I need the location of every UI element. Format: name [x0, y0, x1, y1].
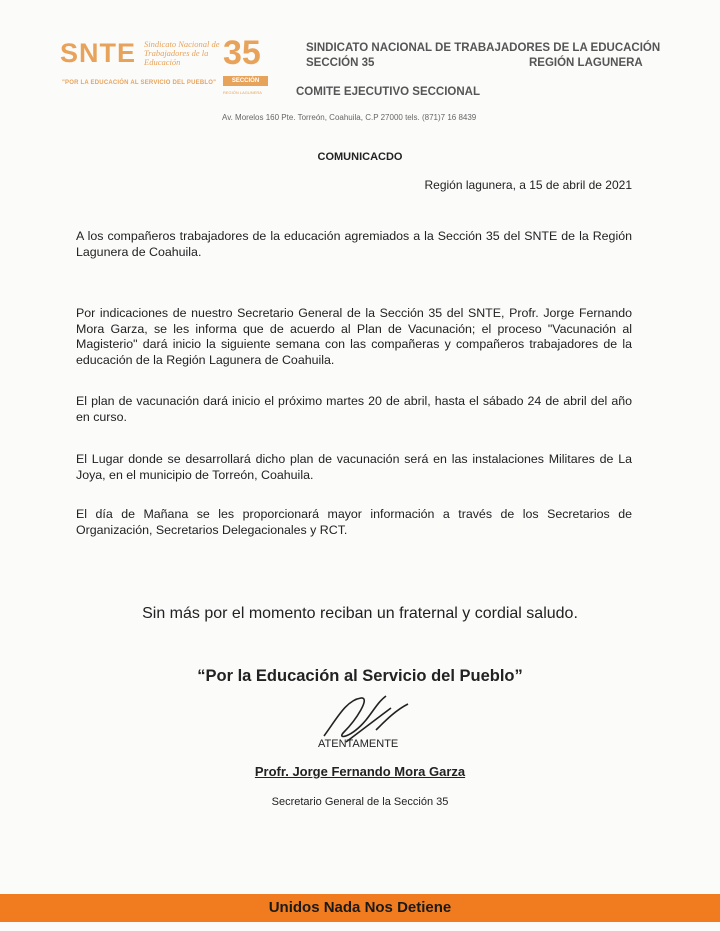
paragraph-dates: El plan de vacunación dará inicio el próximo martes 20 de abril, hasta el sábado 24 de abril del año en curso. [76, 394, 632, 424]
header-section: SECCIÓN 35 [306, 57, 375, 69]
snte-logo [60, 34, 280, 98]
header-region: REGIÓN LAGUNERA [529, 57, 643, 69]
logo-section-label: SECCIÓN [223, 76, 268, 86]
logo-region-label: REGIÓN LAGUNERA [223, 90, 262, 95]
logo-acronym: SNTE [60, 38, 137, 68]
signer-role: Secretario General de la Sección 35 [271, 796, 449, 808]
logo-union-name: Sindicato Nacional de Trabajadores de la Educación [144, 39, 220, 67]
attentively-label: ATENTAMENTE [318, 738, 399, 750]
footer-banner: Unidos Nada Nos Detiene [0, 894, 720, 922]
paragraph-location: El Lugar donde se desarrollará dicho plan de vacunación será en las instalaciones Militares de La Joya, en el municipio de Torreón, Coahuila. [76, 452, 632, 482]
paragraph-more-info: El día de Mañana se les proporcionará mayor información a través de los Secretarios de Organización, Secretarios Delegacionales y RCT. [76, 507, 632, 537]
document-date: Región lagunera, a 15 de abril de 2021 [424, 178, 632, 192]
closing-line: Sin más por el momento reciban un fraternal y cordial saludo. [142, 605, 578, 622]
org-name: SINDICATO NACIONAL DE TRABAJADORES DE LA EDUCACIÓN [306, 42, 661, 54]
paragraph-recipients: A los compañeros trabajadores de la educación agremiados a la Sección 35 del SNTE de la Región Lagunera de Coahuila. [76, 229, 632, 259]
logo-section-number: 35 [223, 34, 261, 72]
committee-name: COMITE EJECUTIVO SECCIONAL [296, 86, 481, 98]
address: Av. Morelos 160 Pte. Torreón, Coahuila, C.P 27000 tels. (871)7 16 8439 [222, 113, 477, 122]
paragraph-announcement: Por indicaciones de nuestro Secretario General de la Sección 35 del SNTE, Profr. Jorge Fernando Mora Garza, se les informa que de acuerdo al Plan de Vacunación; el proceso "Vacunación al Magisterio" dará inicio la siguiente semana con las compañeras y compañeros trabajadores de la educación de la Región Lagunera de Coahuila. [76, 306, 632, 367]
signer-name: Profr. Jorge Fernando Mora Garza [254, 764, 466, 779]
document-title: COMUNICACDO [317, 151, 403, 163]
logo-slogan: "POR LA EDUCACIÓN AL SERVICIO DEL PUEBLO" [62, 80, 217, 86]
motto: “Por la Educación al Servicio del Pueblo” [197, 667, 523, 685]
